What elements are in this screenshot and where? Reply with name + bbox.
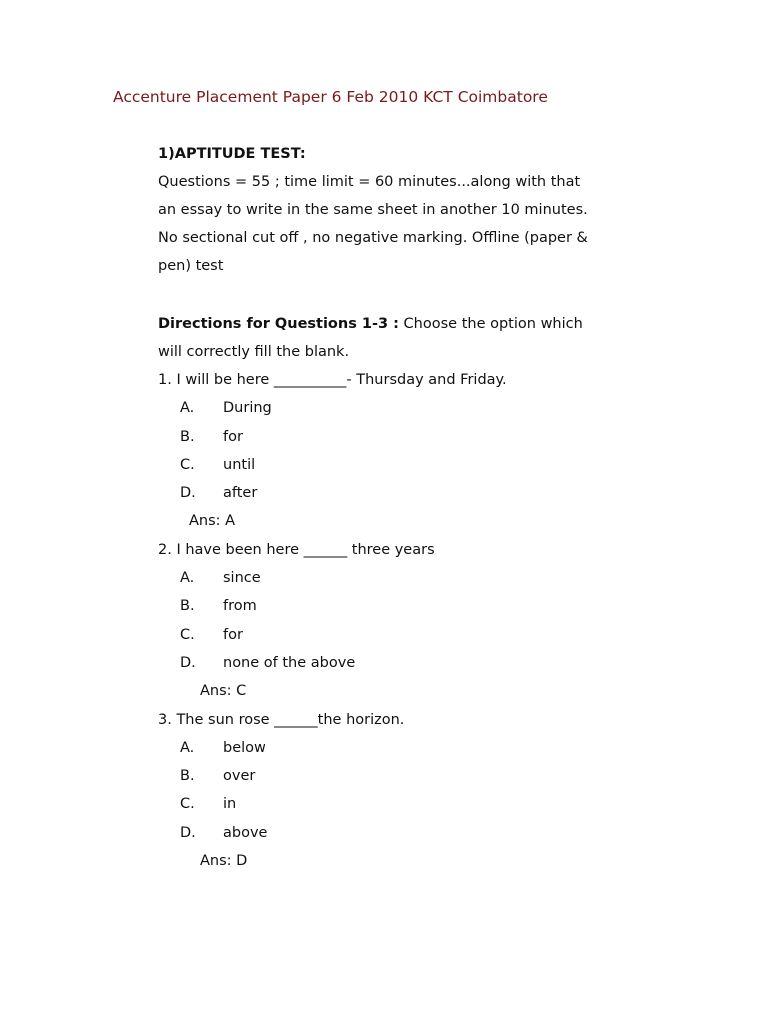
option-text: in bbox=[223, 796, 237, 813]
section-heading: 1)APTITUDE TEST: bbox=[158, 146, 306, 162]
option-text: below bbox=[223, 739, 266, 756]
option-item bbox=[158, 790, 628, 818]
intro-line: pen) test bbox=[158, 258, 224, 274]
option-letter: C. bbox=[180, 456, 195, 473]
option-item bbox=[158, 762, 628, 790]
option-item bbox=[158, 394, 628, 422]
option-text: until bbox=[223, 456, 256, 473]
option-item bbox=[158, 592, 628, 620]
option-text: for bbox=[223, 428, 243, 445]
option-item bbox=[158, 479, 628, 507]
option-text: since bbox=[223, 570, 261, 587]
answer-line: Ans: C bbox=[200, 683, 247, 700]
option-letter: C. bbox=[180, 626, 195, 643]
option-item bbox=[158, 423, 628, 451]
question-text: 2. I have been here ______ three years bbox=[158, 541, 435, 558]
intro-line: Questions = 55 ; time limit = 60 minutes...along with that bbox=[158, 174, 581, 190]
option-letter: B. bbox=[180, 428, 195, 445]
intro-paragraph bbox=[158, 168, 628, 280]
intro-line: an essay to write in the same sheet in another 10 minutes. bbox=[158, 202, 588, 218]
option-letter: D. bbox=[180, 654, 196, 671]
option-text: from bbox=[223, 598, 257, 615]
option-item bbox=[158, 564, 628, 592]
answer-line: Ans: D bbox=[200, 853, 248, 870]
option-text: During bbox=[223, 400, 272, 417]
answer-line: Ans: A bbox=[189, 513, 236, 530]
document-title: Accenture Placement Paper 6 Feb 2010 KCT Coimbatore bbox=[113, 88, 548, 106]
question-text: 3. The sun rose ______the horizon. bbox=[158, 711, 405, 728]
option-text: for bbox=[223, 626, 243, 643]
option-letter: D. bbox=[180, 485, 196, 502]
document-content bbox=[158, 140, 628, 875]
directions-line: will correctly fill the blank. bbox=[158, 344, 350, 360]
question-text: 1. I will be here __________- Thursday and Friday. bbox=[158, 372, 507, 388]
option-letter: D. bbox=[180, 824, 196, 841]
option-text: after bbox=[223, 485, 258, 502]
option-letter: A. bbox=[180, 570, 195, 587]
option-item bbox=[158, 451, 628, 479]
option-letter: B. bbox=[180, 598, 195, 615]
option-letter: A. bbox=[180, 400, 195, 417]
option-text: above bbox=[223, 824, 268, 841]
option-item bbox=[158, 819, 628, 847]
directions-line bbox=[158, 310, 628, 338]
option-text: over bbox=[223, 768, 256, 785]
option-letter: A. bbox=[180, 739, 195, 756]
directions-paragraph bbox=[158, 310, 628, 366]
intro-line: No sectional cut off , no negative marking. Offline (paper & bbox=[158, 230, 588, 246]
option-text: none of the above bbox=[223, 654, 356, 671]
option-letter: C. bbox=[180, 796, 195, 813]
option-item bbox=[158, 649, 628, 677]
option-item bbox=[158, 621, 628, 649]
spacer bbox=[158, 280, 628, 310]
directions-label: Directions for Questions 1-3 : bbox=[158, 316, 399, 332]
option-letter: B. bbox=[180, 768, 195, 785]
option-item bbox=[158, 734, 628, 762]
directions-text: Choose the option which bbox=[398, 316, 583, 332]
